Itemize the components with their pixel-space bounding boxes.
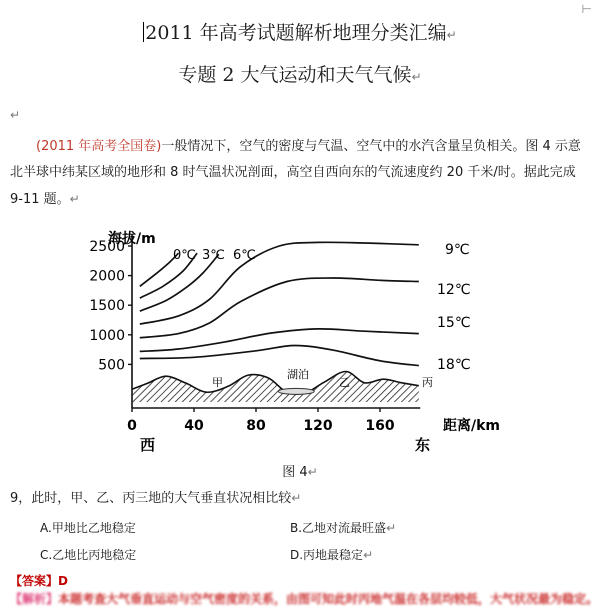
- y-tick-label: 1500: [89, 298, 125, 315]
- option-a: [40, 519, 136, 536]
- section-title: [0, 60, 600, 87]
- paragraph-mark: ↵: [307, 465, 318, 479]
- y-tick-label: 1000: [89, 327, 125, 344]
- y-tick-label: 2000: [89, 268, 125, 285]
- analysis-text: 本题考查大气垂直运动与空气密度的关系，由图可知此时丙地气温在各层均较低，大气状况最为稳定。: [58, 592, 599, 606]
- isotherm-label-15c: 15℃: [437, 315, 471, 331]
- west-label: 西: [140, 436, 156, 454]
- option-c: [40, 546, 136, 563]
- paragraph-mark: ↵: [291, 491, 302, 505]
- option-c-text: C.乙地比丙地稳定: [40, 548, 137, 562]
- y-tick-label: 500: [98, 357, 125, 374]
- section-title-text: 专题 2 大气运动和天气气候: [178, 64, 412, 86]
- x-tick-label: 120: [303, 418, 333, 434]
- x-tick-label: 0: [127, 418, 137, 434]
- option-b: [290, 519, 396, 536]
- paragraph-mark: ↵: [411, 70, 422, 84]
- isotherm-label-9c: 9℃: [445, 242, 470, 258]
- terrain-hatch: [132, 371, 419, 402]
- document-title-text: 2011 年高考试题解析地理分类汇编: [145, 22, 447, 44]
- option-b-text: B.乙地对流最旺盛: [290, 521, 387, 535]
- isotherm-label-3c: 3℃: [202, 248, 225, 263]
- answer-line: [10, 572, 68, 589]
- isotherm-line: [140, 278, 419, 338]
- question-9-stem: [10, 487, 301, 506]
- paragraph-mark: ↵: [386, 521, 397, 535]
- paragraph-mark: ↵: [10, 108, 21, 122]
- analysis-label: 【解析】: [10, 592, 59, 606]
- answer-label: 【答案】D: [10, 574, 68, 588]
- option-d: [290, 546, 373, 563]
- figure-4-chart: [89, 226, 516, 458]
- isotherm-label-12c: 12℃: [437, 282, 471, 298]
- question-source: (2011 年高考全国卷): [36, 139, 162, 154]
- lake-shape: [278, 388, 314, 394]
- question-stem-text: 9，此时，甲、乙、丙三地的大气垂直状况相比较: [10, 491, 292, 506]
- paragraph-mark: ↵: [446, 28, 457, 42]
- place-label-lake: 湖泊: [287, 368, 309, 381]
- x-axis-label: 距离/km: [443, 418, 501, 434]
- figure-caption: [0, 461, 600, 480]
- x-tick-label: 80: [246, 418, 266, 434]
- page-corner-mark: ⊢: [581, 2, 592, 16]
- isotherm-label-18c: 18℃: [437, 357, 471, 373]
- y-axis-label: 海拔/m: [108, 231, 156, 247]
- figure-caption-text: 图 4: [282, 465, 308, 480]
- y-tick-label: 2500: [89, 239, 125, 255]
- paragraph-mark: ↵: [69, 192, 80, 206]
- option-d-text: D.丙地最稳定: [290, 548, 364, 562]
- option-a-text: A.甲地比乙地稳定: [40, 521, 136, 535]
- place-label-bing: 丙: [422, 376, 433, 389]
- intro-text: 一般情况下，空气的密度与气温、空气中的水汽含量呈负相关。图 4 示意北半球中纬某区域的地形和 8 时气温状况剖面，高空自西向东的气流速度约 20 千米/时。据此完成 9-11 题。: [10, 139, 581, 207]
- place-label-jia: 甲: [212, 376, 223, 389]
- document-title: [0, 18, 600, 45]
- x-tick-label: 40: [184, 418, 204, 434]
- place-label-yi: 乙: [339, 376, 350, 389]
- isotherm-label-6c: 6℃: [233, 248, 256, 263]
- paragraph-mark: ↵: [363, 548, 374, 562]
- analysis-line: [10, 590, 598, 607]
- question-intro: [10, 134, 588, 213]
- x-tick-label: 160: [365, 418, 395, 434]
- east-label: 东: [415, 436, 431, 454]
- isotherm-label-0c: 0℃: [173, 248, 196, 263]
